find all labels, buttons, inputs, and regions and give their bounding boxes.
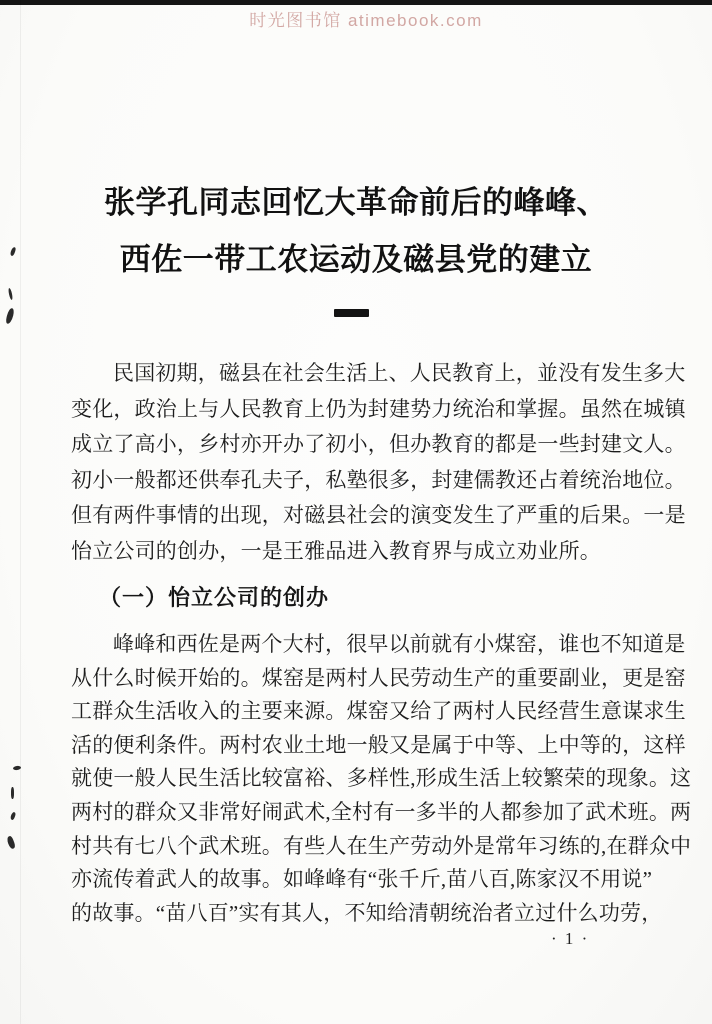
ink-mark: [10, 812, 17, 821]
ink-mark: [8, 288, 13, 300]
text-line: 两村的群众又非常好闹武术,全村有一多半的人都参加了武术班。两: [71, 799, 692, 824]
page-number: · 1 ·: [551, 929, 590, 948]
ink-mark: [6, 835, 16, 849]
title-line-2: 西佐一带工农运动及磁县党的建立: [119, 242, 593, 277]
text-line: 活的便利条件。两村农业土地一般又是属于中等、上中等的，这样: [71, 732, 686, 757]
text-line: 从什么时候开始的。煤窑是两村人民劳动生产的重要副业，更是窑: [71, 665, 686, 690]
text-line: 成立了高小，乡村亦开办了初小，但办教育的都是一些封建文人。: [71, 432, 686, 457]
text-line: 民国初期，磁县在社会生活上、人民教育上，並没有发生多大: [113, 361, 686, 385]
paragraph-2: [71, 628, 692, 930]
text-line: 村共有七八个武术班。有些人在生产劳动外是常年习练的,在群众中: [71, 833, 692, 858]
paragraph-1: [71, 356, 686, 570]
ink-mark: [5, 308, 15, 325]
watermark-text: 时光图书馆 atimebook.com: [249, 11, 483, 30]
document-title: [0, 174, 712, 288]
title-line-1: 张学孔同志回忆大革命前后的峰峰、: [104, 185, 608, 220]
ink-mark: [11, 787, 14, 799]
text-line: 初小一般都还供奉孔夫子，私塾很多，封建儒教还占着统治地位。: [71, 467, 686, 492]
text-line: 的故事。“苗八百”实有其人，不知给清朝统治者立过什么功劳，: [71, 900, 663, 925]
text-line: 亦流传着武人的故事。如峰峰有“张千斤,苗八百,陈家汉不用说”: [71, 867, 653, 892]
text-line: 变化，政治上与人民教育上仍为封建势力统治和掌握。虽然在城镇: [71, 396, 686, 421]
text-line: 但有两件事情的出现，对磁县社会的演变发生了严重的后果。一是: [71, 503, 686, 528]
section-number-one: [334, 309, 369, 317]
scan-edge-bar: [0, 0, 712, 5]
text-line: 工群众生活收入的主要来源。煤窑又给了两村人民经营生意谋求生: [71, 699, 686, 724]
text-line: 峰峰和西佐是两个大村，很早以前就有小煤窑，谁也不知道是: [113, 632, 686, 656]
text-line: 就使一般人民生活比较富裕、多样性,形成生活上较繁荣的现象。这: [71, 766, 692, 791]
page-edge-line: [20, 0, 21, 1024]
text-line: 怡立公司的创办，一是王雅品进入教育界与成立劝业所。: [71, 538, 601, 563]
section-heading: （一）怡立公司的创办: [99, 585, 330, 610]
